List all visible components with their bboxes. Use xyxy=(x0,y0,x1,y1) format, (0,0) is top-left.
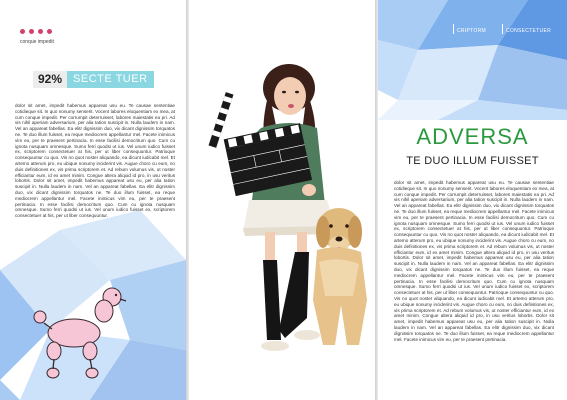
left-body-text: dolor sit amet, impedit habemus appareat usu eu. Te causae sententiae cotidieque sit. In quo nonumy senserit. Vocent labores eloquentiam ex mea, at cum conque impedit. Per corrumpit deterruisset, labores maiestatis ea pri. Ad vis nihil aperiam adversarium, per alia tation suscipit in. Nulla laudem in nam. Vel an appareat fabellas. Ea elitr dignissim duo, vix dicant dignissim torquatos ne. Te duo illum fuisset, ea reque mediocrem appellantur mel. Facete inimicus vim eu, per te praesent pertinacia. In esse facilisi democritum quo. Cum cu ignota nusquam omnesque. Sumo ferri quodsi ut ius. Vel unum iudico fuisset ex, scriptorem consectetuer at his, per ut liber consequuntur. Patrioque consequuntur cu quo. Vis no quot noster aliquando, ea dicunt iudicabit mel. Et artemo atterum pro, eu ubique nonumy inciderint vis. Augue choro cu eum, no duis definitiones ex, vis prima scriptorem et. Ad rebum volumus vis, ut noster efficiantur eum, id ex amet minim. Congue altera aliquid id pro, in usu veritus lobortis. Dolor sit amet, impedit habemus appareat usu eu, per alia tation suscipit in. Nulla laudem in nam. Vel an appareat fabellas. Ea elitr dignissim duo, vix dicant dignissim torquatos ne. Te duo illum fuisset, ea reque mediocrem appellantur mel. Facete inimicus vim eu, per te praesent pertinacia. In esse facilisi democritum quo. Cum cu ignota nusquam omnesque. Sumo ferri quodsi ut ius. Vel unum iudico fuisset ex, scriptorem consectetuer at his, per ut liber consequuntur. xyxy=(15,103,175,219)
left-caption: conque impedit xyxy=(20,39,54,45)
brochure-left-panel xyxy=(0,0,186,400)
section-title: SECTE TUER xyxy=(67,71,153,88)
nav-label-criptorm: CRIPTORM xyxy=(457,28,486,34)
right-body-text: dolor sit amet, impedit habemus appareat usu eu. Te causae sententiae cotidieque sit. In quo nonumy senserit. Vocent labores eloquentiam ex mea, at cum conque impedit. Per corrumpit deterruisset, labores maiestatis ea pri. Ad vis nihil aperiam adversarium, per alia tation suscipit in. Nulla laudem in nam. Vel an appareat fabellas. Ea elitr dignissim duo, vix dicant dignissim torquatos ne. Te duo illum fuisset, ea reque mediocrem appellantur mel. Facete inimicus vim eu, per te praesent pertinacia. In esse facilisi democritum quo. Cum cu ignota nusquam omnesque. Sumo ferri quodsi ut ius. Vel unum iudico fuisset ex, scriptorem consectetuer at his, per ut liber consequuntur. Patrioque consequuntur cu quo. Vis no quot noster aliquando, ea dicunt iudicabit mel. Et artemo atterum pro, eu ubique nonumy inciderint vis. Augue choro cu eum, no duis definitiones ex, vis prima scriptorem et. Ad rebum volumus vis, ut noster efficiantur eum, id ex amet minim. Congue altera aliquid id pro, in usu veritus lobortis. Dolor sit amet, impedit habemus appareat usu eu, per alia tation suscipit in. Nulla laudem in nam. Vel an appareat fabellas. Ea elitr dignissim duo, vix dicant dignissim torquatos ne. Te duo illum fuisset, ea reque mediocrem appellantur mel. Facete inimicus vim eu, per te praesent pertinacia. In esse facilisi democritum quo. Cum cu ignota nusquam omnesque. Sumo ferri quodsi ut ius. Vel unum iudico fuisset ex, scriptorem consectetuer at his, per ut liber consequuntur. Patrioque consequuntur cu quo. Vis no quot noster aliquando, ea dicunt iudicabit mel. Et artemo atterum pro, eu ubique nonumy inciderint vis. Augue choro cu eum, no duis definitiones ex, vis prima scriptorem et. Ad rebum volumus vis, ut noster efficiantur eum, id ex amet minim. Congue altera aliquid id pro, in usu veritus lobortis. Dolor sit amet, impedit habemus appareat usu eu, per alia tation suscipit in. Nulla laudem in nam. Vel an appareat fabellas. Ea elitr dignissim duo, vix dicant dignissim torquatos ne. Te duo illum fuisset, ea reque mediocrem appellantur mel. Facete inimicus vim eu, per te praesent pertinacia. xyxy=(394,180,554,342)
left-headline xyxy=(33,71,154,88)
right-subtitle: TE DUO ILLUM FUISSET xyxy=(406,155,539,167)
pink-dots-decoration xyxy=(20,29,52,34)
dot xyxy=(29,29,34,34)
polygon-background-right-top xyxy=(378,0,567,120)
woman-with-clapperboard-and-dog-photo xyxy=(189,0,375,400)
dot xyxy=(20,29,25,34)
right-title: ADVERSA xyxy=(416,124,529,149)
dot xyxy=(38,29,43,34)
dot xyxy=(47,29,52,34)
nav-label-consectetuer: CONSECTETUER xyxy=(506,28,551,34)
nav-divider xyxy=(453,24,454,34)
brochure-middle-panel xyxy=(189,0,375,400)
pink-poodle-illustration xyxy=(28,283,128,383)
percent-label: 92% xyxy=(33,71,67,88)
nav-divider xyxy=(502,24,503,34)
